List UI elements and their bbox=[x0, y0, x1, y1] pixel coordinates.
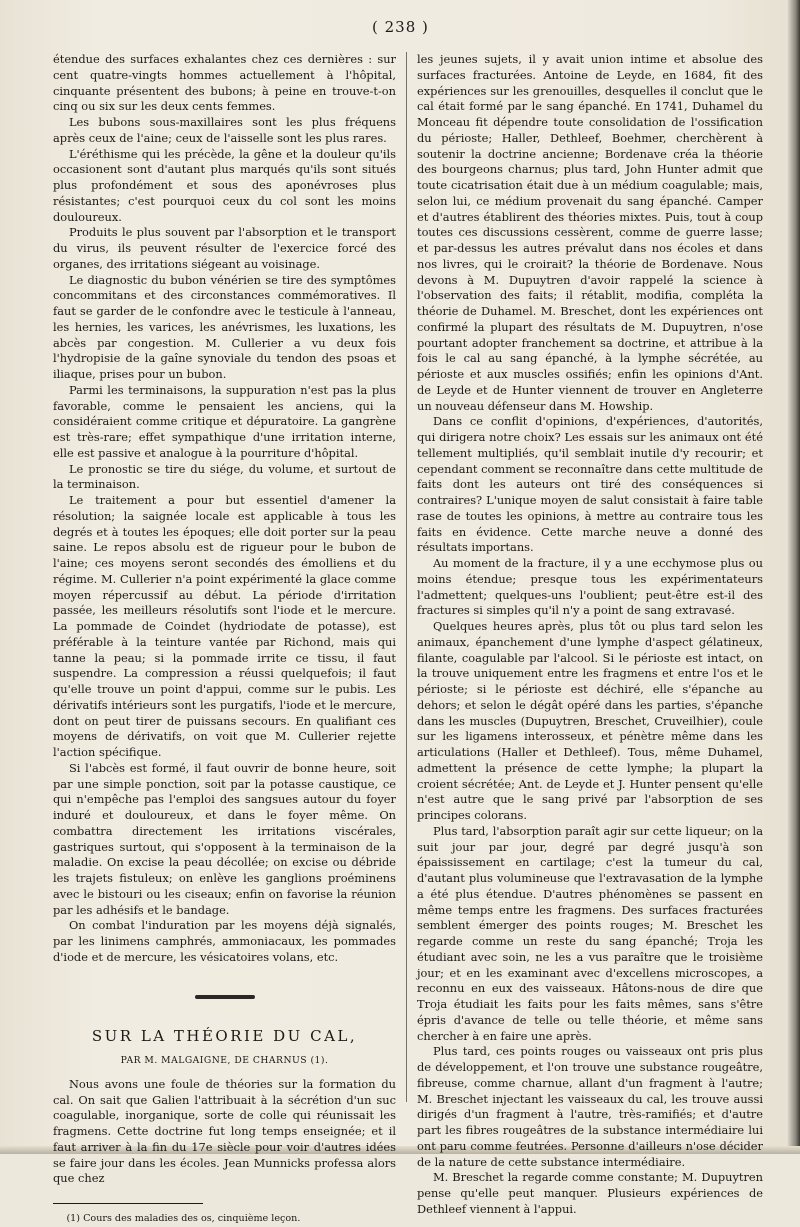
author-byline: PAR M. MALGAIGNE, DE CHARNUS (1). bbox=[120, 1055, 329, 1066]
footnote: (1) Cours des maladies des os, cinquième leçon. bbox=[66, 1213, 301, 1224]
right-column bbox=[417, 52, 763, 1218]
paragraph: Dans ce conflit d'opinions, d'expériences, d'autorités, qui dirigera notre choix? Les essais sur les animaux ont été tellement multipliés, qu'il semblait inutile d'y recourir; et cependant comment se reconnaître dans cette multitude de faits dont les auteurs ont tiré des conséquences si contraires? L'unique moyen de salut consistait à faire table rase de toutes les opinions, à mettre au contraire tous les faits en évidence. Cette marche neuve a donné des résultats importans. bbox=[417, 414, 763, 555]
page-edge-shadow bbox=[786, 0, 800, 1154]
paragraph: étendue des surfaces exhalantes chez ces dernières : sur cent quatre-vingts hommes actuellement à l'hôpital, cinquante présentent des bubons; à peine en trouve-t-on cinq ou six sur les deux cents femmes. bbox=[53, 52, 396, 114]
left-column bbox=[53, 52, 396, 1227]
paragraph: Nous avons une foule de théories sur la formation du cal. On sait que Galien l'attribuait à la sécrétion d'un suc coagulable, inorganique, sorte de colle qui réunissait les fragmens. Cette doctrine fut long temps enseignée; et il faut arriver à la fin du 17e siècle pour voir d'autres idées se faire jour dans les écoles. Jean Munnicks professa alors que chez bbox=[53, 1076, 396, 1186]
section-title: SUR LA THÉORIE DU CAL, bbox=[91, 1027, 358, 1046]
paragraph: On combat l'induration par les moyens déjà signalés, par les linimens camphrés, ammoniacaux, les pommades d'iode et de mercure, les vésicatoires volans, etc. bbox=[53, 918, 396, 964]
paragraph: Si l'abcès est formé, il faut ouvrir de bonne heure, soit par une simple ponction, soit par la potasse caustique, ce qui n'empêche pas l'emploi des sangsues autour du foyer induré et douloureux, et dans le foyer même. On combattra directement les irritations viscérales, gastriques surtout, qui s'opposent à la terminaison de la maladie. On excise la peau décollée; on excise ou débride les trajets fistuleux; on enlève les ganglions proéminens avec le bistouri ou les ciseaux; enfin on favorise la réunion par les adhésifs et le bandage. bbox=[53, 760, 396, 917]
paragraph: les jeunes sujets, il y avait union intime et absolue des surfaces fracturées. Antoine de Leyde, en 1684, fit des expériences sur les grenouilles, desquelles il conclut que le cal était formé par le sang épanché. En 1741, Duhamel du Monceau fit dépendre toute consolidation de l'ossification du périoste; Haller, Dethleef, Boehmer, cherchèrent à soutenir la doctrine ancienne; Bordenave créa la théorie des bourgeons charnus; plus tard, John Hunter admit que toute cicatrisation était due à un médium coagulable; mais, selon lui, ce médium provenait du sang épanché. Camper et d'autres établirent des théories mixtes. Puis, tout à coup toutes ces discussions cessèrent, comme de guerre lasse; et par-dessus les autres prévalut dans nos écoles et dans nos livres, qui le croirait? la théorie de Bordenave. Nous devons à M. Dupuytren d'avoir rappelé la science à l'observation des faits; il rétablit, modifia, compléta la théorie de Duhamel. M. Breschet, dont les expériences ont confirmé la plupart des résultats de M. Dupuytren, n'ose pourtant adopter franchement sa doctrine, et attribue à la fois le cal au sang épanché, à la lymphe sécrétée, au périoste et aux muscles ossifiés; enfin les opinions d'Ant. de Leyde et de Hunter viennent de trouver en Angleterre un nouveau défenseur dans M. Howship. bbox=[417, 52, 763, 413]
paragraph: Les bubons sous-maxillaires sont les plus fréquens après ceux de l'aine; ceux de l'aisselle sont les plus rares. bbox=[53, 115, 396, 145]
page-number: ( 238 ) bbox=[372, 18, 429, 36]
paragraph: Quelques heures après, plus tôt ou plus tard selon les animaux, épanchement d'une lymphe d'aspect gélatineux, filante, coagulable par l'alcool. Si le périoste est intact, on la trouve uniquement entre les fragmens et entre l'os et le périoste; si le périoste est déchiré, elle s'épanche au dehors; et selon le dégât opéré dans les parties, s'épanche dans les muscles (Dupuytren, Breschet, Cruveilhier), coule sur les ligamens interosseux, et pénètre même dans les articulations (Haller et Dethleef). Tous, même Duhamel, admettent la présence de cette lymphe; la plupart la croient sécrétée; Ant. de Leyde et J. Hunter pensent qu'elle n'est autre que le sang privé par l'absorption de ses principes colorans. bbox=[417, 619, 763, 822]
paragraph: Le traitement a pour but essentiel d'amener la résolution; la saignée locale est applicable à tous les degrés et à toutes les époques; elle doit porter sur la peau saine. Le repos absolu est de rigueur pour le bubon de l'aine; ces moyens seront secondés des émolliens et du régime. M. Cullerier n'a point expérimenté la glace comme moyen répercussif au début. La période d'irritation passée, les meilleurs résolutifs sont l'iode et le mercure. La pommade de Coindet (hydriodate de potasse), est préférable à la teinture vantée par Richond, mais qui tanne la peau; si la pommade irrite ce tissu, il faut suspendre. La compression a réussi quelquefois; il faut qu'elle trouve un point d'appui, comme sur le pubis. Les dérivatifs intérieurs sont les purgatifs, l'iode et le mercure, dont on peut tirer de puissans secours. En qualifiant ces moyens de dérivatifs, on voit que M. Cullerier rejette l'action spécifique. bbox=[53, 493, 396, 759]
paragraph: M. Breschet la regarde comme constante; M. Dupuytren pense qu'elle peut manquer. Plusieurs expériences de Dethleef viennent à l'appui. bbox=[417, 1170, 763, 1216]
paragraph: Parmi les terminaisons, la suppuration n'est pas la plus favorable, comme le pensaient les anciens, qui la considéraient comme critique et dépuratoire. La gangrène est très-rare; effet sympathique d'une irritation interne, elle est passive et analogue à la pourriture d'hôpital. bbox=[53, 382, 396, 460]
paragraph: Le diagnostic du bubon vénérien se tire des symptômes concommitans et des circonstances commémoratives. Il faut se garder de le confondre avec le testicule à l'anneau, les hernies, les varices, les anévrismes, les luxations, les abcès par congestion. M. Cullerier a vu deux fois l'hydropisie de la gaîne synoviale du tendon des psoas et iliaque, prises pour un bubon. bbox=[53, 272, 396, 381]
paragraph: L'éréthisme qui les précède, la gêne et la douleur qu'ils occasionent sont d'autant plus marqués qu'ils sont situés plus profondément et sous des aponévroses plus résistantes; c'est pourquoi ceux du col sont les moins douloureux. bbox=[53, 146, 396, 224]
paragraph: Produits le plus souvent par l'absorption et le transport du virus, ils peuvent résulter de l'exercice forcé des organes, des irritations siégeant au voisinage. bbox=[53, 225, 396, 271]
paragraph: Au moment de la fracture, il y a une ecchymose plus ou moins étendue; presque tous les expérimentateurs l'admettent; quelques-uns l'oublient; peut-être est-il des fractures si simples qu'il n'y a point de sang extravasé. bbox=[417, 556, 763, 618]
paragraph: Plus tard, l'absorption paraît agir sur cette liqueur; on la suit jour par jour, degré par degré jusqu'à son épaississement en cartilage; c'est la tumeur du cal, d'autant plus volumineuse que l'extravasation de la lymphe a été plus étendue. D'autres phénomènes se passent en même temps entre les fragmens. Des surfaces fracturées semblent émerger des points rouges; M. Breschet les regarde comme un reste du sang épanché; Troja les étudiant avec soin, ne les a vus paraître que le troisième jour; et en les examinant avec d'excellens microscopes, a reconnu en eux des vaisseaux. Hâtons-nous de dire que Troja étudiait les faits pour les faits mêmes, sans s'être épris d'avance de telle ou telle théorie, et même sans chercher à en faire une après. bbox=[417, 823, 763, 1043]
paragraph: Plus tard, ces points rouges ou vaisseaux ont pris plus de développement, et l'on trouve une substance rougeâtre, fibreuse, comme charnue, allant d'un fragment à l'autre; M. Breschet injectant les vaisseaux du cal, les trouve aussi dirigés d'un fragment à l'autre, très-ramifiés; et d'autre part les fibres rougeâtres de la substance intermédiaire lui ont paru comme feutrées. Personne d'ailleurs n'ose décider de la nature de cette substance intermédiaire. bbox=[417, 1044, 763, 1169]
column-divider bbox=[406, 52, 407, 1102]
section-ornament bbox=[53, 988, 396, 1004]
footnote-rule bbox=[53, 1203, 203, 1204]
paragraph: Le pronostic se tire du siége, du volume, et surtout de la terminaison. bbox=[53, 461, 396, 492]
